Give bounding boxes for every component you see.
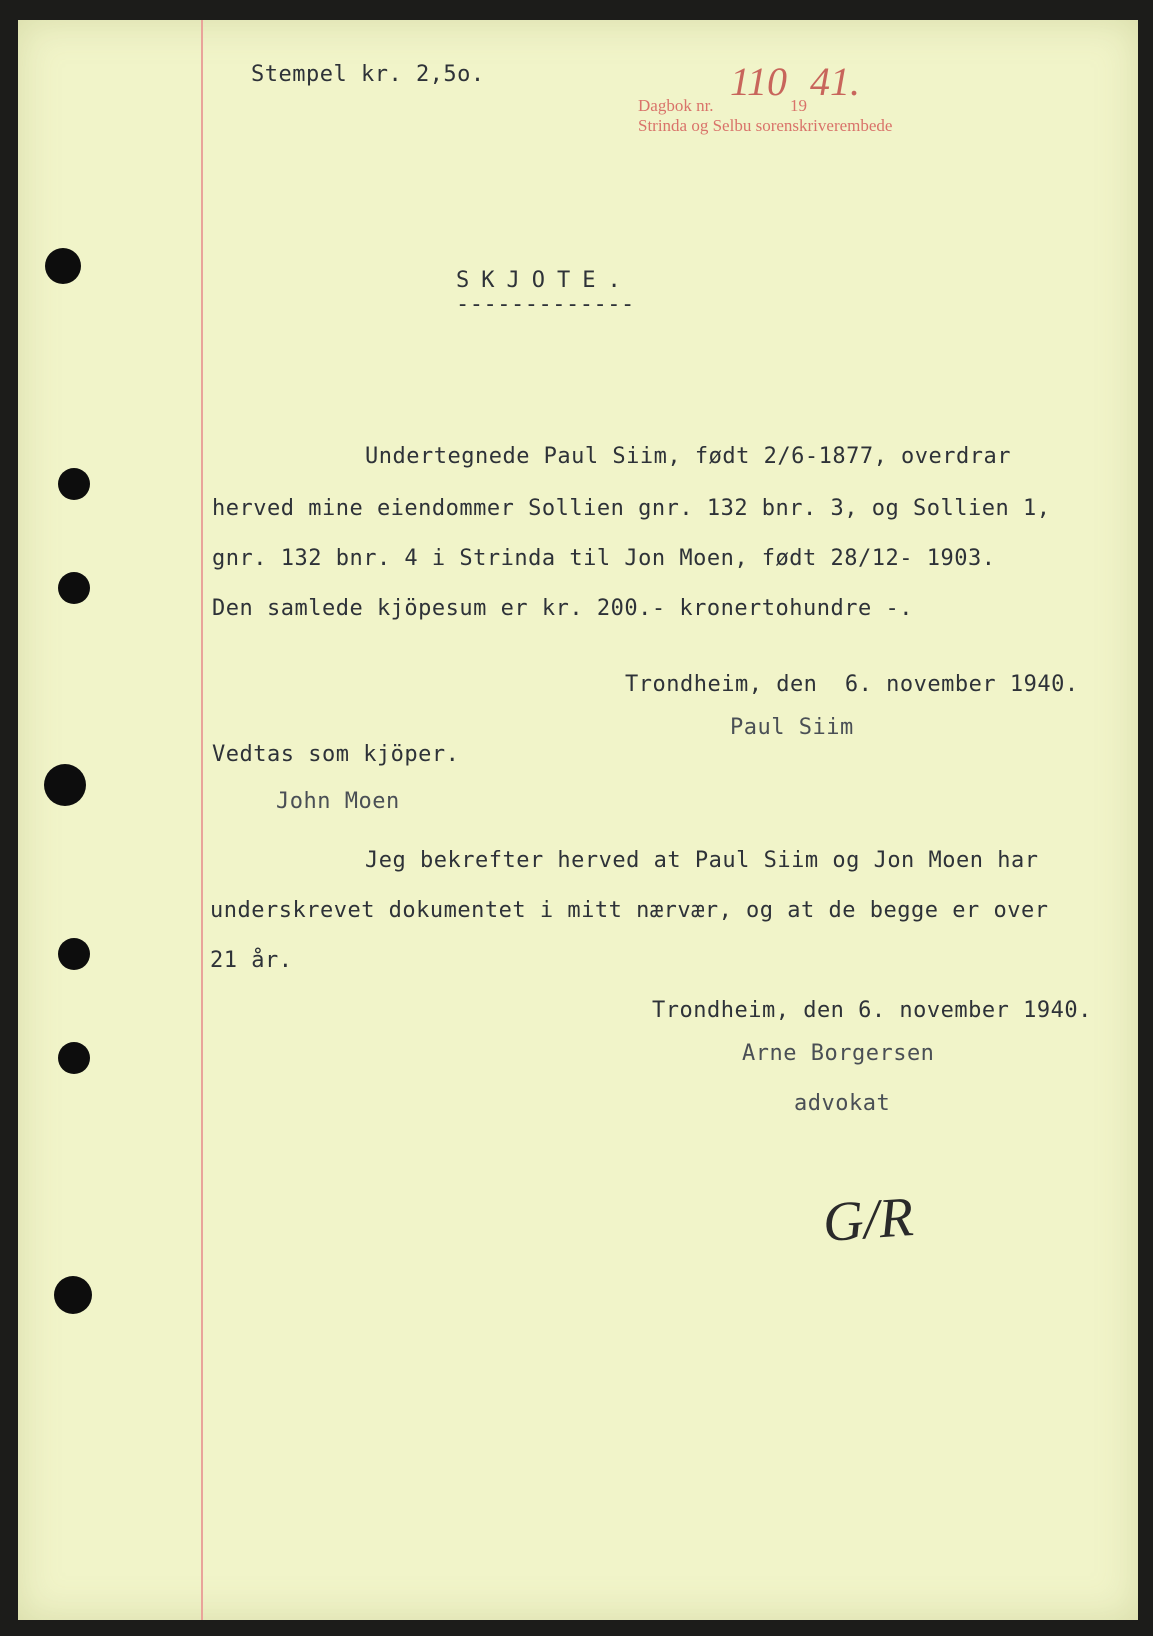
deed-place-date: Trondheim, den 6. november 1940. — [625, 672, 1079, 697]
witness-title: advokat — [794, 1091, 891, 1116]
buyer-signature: John Moen — [276, 789, 400, 814]
punch-hole — [58, 938, 90, 970]
journal-year-prefix: 19 — [790, 96, 807, 115]
margin-line — [201, 20, 203, 1620]
journal-stamp — [638, 56, 998, 136]
journal-year-suffix: 41. — [810, 59, 860, 104]
punch-hole — [58, 572, 90, 604]
handwritten-initials: G/R — [820, 1185, 916, 1255]
document-page — [18, 20, 1138, 1620]
witness-line: 21 år. — [210, 948, 293, 973]
stamp-duty: Stempel kr. 2,5o. — [251, 62, 485, 87]
journal-number: 110 — [730, 59, 788, 104]
witness-place-date: Trondheim, den 6. november 1940. — [652, 998, 1092, 1023]
office-stamp: Strinda og Selbu sorenskriverembede — [638, 116, 893, 135]
witness-name: Arne Borgersen — [742, 1041, 935, 1066]
document-title: SKJOTE. — [456, 268, 633, 293]
deed-line: Den samlede kjöpesum er kr. 200.- kronertohundre -. — [212, 596, 914, 621]
punch-hole — [45, 248, 81, 284]
punch-hole — [58, 468, 90, 500]
seller-signature: Paul Siim — [730, 715, 854, 740]
title-underline: ------------- — [456, 292, 635, 317]
deed-line: Undertegnede Paul Siim, født 2/6-1877, overdrar — [365, 444, 1012, 469]
punch-hole — [58, 1042, 90, 1074]
acceptance-text: Vedtas som kjöper. — [212, 742, 460, 767]
punch-hole — [44, 764, 86, 806]
witness-line: Jeg bekrefter herved at Paul Siim og Jon Moen har — [365, 848, 1039, 873]
witness-line: underskrevet dokumentet i mitt nærvær, og at de begge er over — [210, 898, 1049, 923]
deed-line: gnr. 132 bnr. 4 i Strinda til Jon Moen, født 28/12- 1903. — [212, 546, 996, 571]
punch-hole — [54, 1276, 92, 1314]
journal-label: Dagbok nr. — [638, 96, 714, 115]
deed-line: herved mine eiendommer Sollien gnr. 132 bnr. 3, og Sollien 1, — [212, 496, 1051, 521]
